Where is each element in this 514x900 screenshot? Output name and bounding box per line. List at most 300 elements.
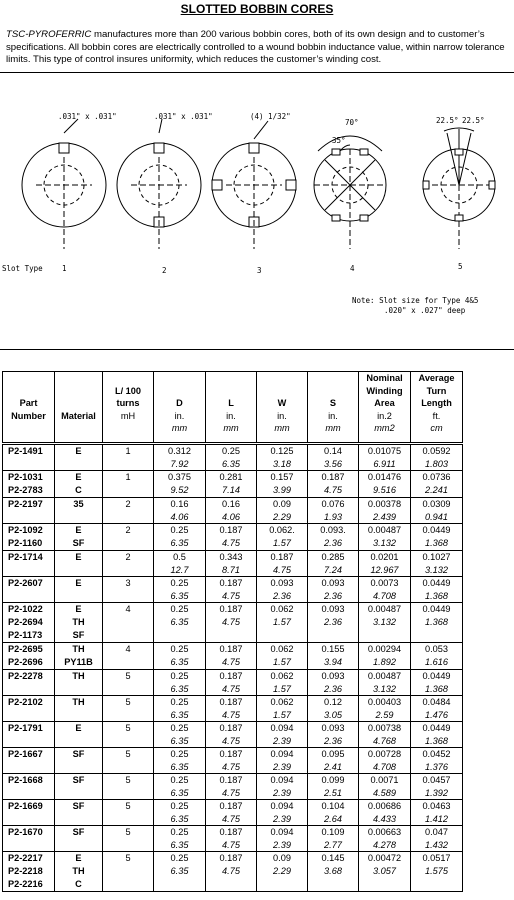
l-inch-value: 0.187	[219, 723, 243, 733]
turn-metric-value: 1.432	[425, 840, 448, 850]
s-inch-value: 0.093	[321, 723, 345, 733]
s-metric-value: 3.05	[324, 710, 342, 720]
area-inch-value: 0.0071	[370, 775, 399, 785]
turn-metric-value: 1.616	[425, 657, 448, 667]
area-metric-value: 2.439	[373, 512, 396, 522]
area-metric-value: 4.708	[373, 591, 396, 601]
w-inch-value: 0.062	[270, 697, 294, 707]
d-metric-value: 6.35	[170, 657, 189, 667]
core-type-4	[314, 136, 386, 249]
l-inch-value: 0.343	[219, 552, 243, 562]
part-number: P2-1668	[8, 775, 43, 785]
w-cell	[257, 696, 308, 722]
s-cell	[308, 722, 359, 748]
core-type-1	[22, 119, 106, 249]
l-metric-value: 4.75	[222, 736, 240, 746]
d-cell	[154, 670, 206, 696]
material-cell	[55, 551, 103, 577]
l-inch-value: 0.187	[219, 671, 243, 681]
material: C	[75, 485, 82, 495]
material: E	[75, 578, 82, 588]
material-cell	[55, 670, 103, 696]
l100-cell: 3	[103, 577, 154, 603]
part-number: P2-1669	[8, 801, 43, 811]
part-number-cell	[3, 774, 55, 800]
material: TH	[72, 697, 85, 707]
material-cell	[55, 471, 103, 498]
l-cell	[206, 471, 257, 498]
turn-inch-value: 0.0449	[422, 578, 451, 588]
area-cell	[359, 471, 411, 498]
material-cell	[55, 524, 103, 551]
turn-inch-value: 0.0736	[422, 472, 451, 482]
s-cell	[308, 471, 359, 498]
part-number-cell	[3, 852, 55, 892]
material: C	[75, 879, 82, 889]
turn-inch-value: 0.0457	[422, 775, 451, 785]
d-cell	[154, 696, 206, 722]
area-inch-value: 0.00403	[367, 697, 402, 707]
part-number: P2-1092	[8, 525, 43, 535]
header-d: D in. mm	[154, 372, 206, 435]
w-inch-value: 0.062.	[269, 525, 295, 535]
s-metric-value: 7.24	[324, 565, 342, 575]
turn-inch-value: 0.0517	[422, 853, 451, 863]
material-cell	[55, 696, 103, 722]
turn-metric-value: 1.368	[425, 538, 448, 548]
part-number-cell	[3, 498, 55, 524]
d-inch-value: 0.25	[170, 853, 189, 863]
table-row	[3, 722, 463, 748]
d-inch-value: 0.375	[168, 472, 191, 482]
w-inch-value: 0.094	[270, 827, 294, 837]
dim-core4-angle: 70°	[345, 118, 359, 127]
part-number-cell	[3, 800, 55, 826]
part-number-cell	[3, 603, 55, 643]
w-cell	[257, 852, 308, 892]
note-line-2: .020" x .027" deep	[384, 306, 466, 315]
part-number: P2-1491	[8, 446, 43, 456]
table-row	[3, 852, 463, 892]
l-cell	[206, 444, 257, 471]
material: SF	[72, 538, 85, 548]
w-metric-value: 2.29	[273, 512, 291, 522]
l-cell	[206, 826, 257, 852]
s-inch-value: 0.093	[321, 604, 345, 614]
s-inch-value: 0.187	[321, 472, 345, 482]
table-body	[3, 444, 463, 892]
w-cell	[257, 471, 308, 498]
turn-metric-value: 1.368	[425, 617, 448, 627]
turn-inch-value: 0.0463	[422, 801, 451, 811]
turn-inch-value: 0.047	[425, 827, 448, 837]
table-row	[3, 524, 463, 551]
w-metric-value: 1.57	[273, 684, 291, 694]
turn-cell	[411, 696, 463, 722]
turn-cell	[411, 800, 463, 826]
s-cell	[308, 524, 359, 551]
s-metric-value: 3.94	[324, 657, 342, 667]
part-number-cell	[3, 444, 55, 471]
table-row	[3, 800, 463, 826]
d-inch-value: 0.16	[170, 499, 189, 509]
part-number: P2-2607	[8, 578, 43, 588]
l-metric-value: 4.75	[222, 814, 240, 824]
l-cell	[206, 498, 257, 524]
l-inch-value: 0.187	[219, 827, 243, 837]
d-inch-value: 0.25	[170, 644, 189, 654]
table-row	[3, 696, 463, 722]
part-number: P2-1667	[8, 749, 43, 759]
d-metric-value: 12.7	[170, 565, 189, 575]
w-inch-value: 0.094	[270, 775, 294, 785]
l-metric-value: 8.71	[222, 565, 240, 575]
d-cell	[154, 800, 206, 826]
s-cell	[308, 774, 359, 800]
l-metric-value: 7.14	[222, 485, 240, 495]
l100-cell: 4	[103, 643, 154, 670]
l-inch-value: 0.187	[219, 578, 243, 588]
d-cell	[154, 643, 206, 670]
w-cell	[257, 577, 308, 603]
l100-cell: 2	[103, 551, 154, 577]
l-metric-value: 4.75	[222, 762, 240, 772]
part-number-cell	[3, 471, 55, 498]
turn-inch-value: 0.0484	[422, 697, 451, 707]
table-row	[3, 774, 463, 800]
part-number: P2-2216	[8, 879, 43, 889]
area-metric-value: 3.057	[373, 866, 396, 876]
w-cell	[257, 603, 308, 643]
s-inch-value: 0.099	[321, 775, 345, 785]
slot-types-drawing	[0, 72, 514, 350]
s-cell	[308, 670, 359, 696]
s-cell	[308, 800, 359, 826]
area-cell	[359, 748, 411, 774]
area-cell	[359, 826, 411, 852]
table-row	[3, 603, 463, 643]
s-cell	[308, 498, 359, 524]
material: TH	[72, 671, 85, 681]
turn-metric-value: 1.803	[425, 459, 448, 469]
part-number: P2-2217	[8, 853, 43, 863]
w-metric-value: 3.99	[273, 485, 291, 495]
slot-drawing-svg	[0, 73, 514, 351]
turn-metric-value: 1.368	[425, 736, 448, 746]
area-inch-value: 0.01476	[367, 472, 402, 482]
l-inch-value: 0.187	[219, 749, 243, 759]
material: E	[75, 552, 82, 562]
l100-cell: 2	[103, 498, 154, 524]
s-cell	[308, 748, 359, 774]
l-inch-value: 0.16	[222, 499, 240, 509]
slot-number-5: 5	[458, 262, 463, 271]
area-inch-value: 0.00686	[367, 801, 402, 811]
d-inch-value: 0.25	[170, 723, 189, 733]
area-metric-value: 9.516	[373, 485, 396, 495]
area-metric-value: 12.967	[370, 565, 399, 575]
s-cell	[308, 603, 359, 643]
slot-type-label: Slot Type	[2, 264, 43, 273]
d-metric-value: 4.06	[170, 512, 189, 522]
table-row	[3, 670, 463, 696]
l100-cell: 5	[103, 696, 154, 722]
area-cell	[359, 670, 411, 696]
s-cell	[308, 643, 359, 670]
area-cell	[359, 852, 411, 892]
slot-number-1: 1	[62, 264, 67, 273]
page-title: SLOTTED BOBBIN CORES	[180, 2, 334, 16]
d-inch-value: 0.25	[170, 525, 189, 535]
w-metric-value: 3.18	[273, 459, 291, 469]
part-number: P2-1022	[8, 604, 43, 614]
w-cell	[257, 551, 308, 577]
core-type-3	[212, 121, 296, 249]
dim-core2: .031" x .031"	[154, 112, 213, 121]
part-number: P2-2695	[8, 644, 43, 654]
l-cell	[206, 524, 257, 551]
part-number-cell	[3, 696, 55, 722]
slot-number-3: 3	[257, 266, 262, 275]
l100-cell: 1	[103, 444, 154, 471]
w-inch-value: 0.093	[270, 578, 294, 588]
turn-cell	[411, 748, 463, 774]
w-metric-value: 1.57	[273, 617, 291, 627]
material-cell	[55, 603, 103, 643]
turn-metric-value: 1.392	[425, 788, 448, 798]
w-inch-value: 0.062	[270, 604, 294, 614]
l-inch-value: 0.187	[219, 525, 243, 535]
material: SF	[72, 827, 85, 837]
part-number: P2-2783	[8, 485, 43, 495]
d-metric-value: 6.35	[170, 762, 189, 772]
w-metric-value: 4.75	[273, 565, 291, 575]
area-cell	[359, 498, 411, 524]
turn-cell	[411, 551, 463, 577]
s-inch-value: 0.155	[321, 644, 345, 654]
material: 35	[73, 499, 84, 509]
turn-inch-value: 0.0452	[422, 749, 451, 759]
part-number: P2-1031	[8, 472, 43, 482]
turn-inch-value: 0.0449	[422, 525, 451, 535]
l-metric-value: 4.75	[222, 788, 240, 798]
s-cell	[308, 444, 359, 471]
w-metric-value: 1.57	[273, 657, 291, 667]
l100-cell: 5	[103, 852, 154, 892]
dim-core5-angle-a: 22.5°	[436, 116, 459, 125]
table-header	[3, 372, 463, 444]
turn-cell	[411, 471, 463, 498]
turn-metric-value: 1.368	[425, 591, 448, 601]
s-cell	[308, 696, 359, 722]
l100-cell: 5	[103, 748, 154, 774]
s-metric-value: 2.36	[324, 617, 342, 627]
l-cell	[206, 748, 257, 774]
turn-cell	[411, 774, 463, 800]
turn-inch-value: 0.0449	[422, 671, 451, 681]
area-cell	[359, 603, 411, 643]
material: E	[75, 853, 82, 863]
area-cell	[359, 524, 411, 551]
l-cell	[206, 551, 257, 577]
l-cell	[206, 577, 257, 603]
area-cell	[359, 577, 411, 603]
slot-number-4: 4	[350, 264, 355, 273]
area-metric-value: 3.132	[373, 538, 396, 548]
l-cell	[206, 603, 257, 643]
w-metric-value: 2.39	[273, 788, 291, 798]
area-cell	[359, 722, 411, 748]
area-cell	[359, 643, 411, 670]
area-metric-value: 6.911	[373, 459, 396, 469]
d-inch-value: 0.25	[170, 578, 189, 588]
note-line-1: Note: Slot size for Type 4&5	[352, 296, 479, 305]
s-cell	[308, 826, 359, 852]
s-inch-value: 0.095	[321, 749, 345, 759]
l-metric-value: 4.75	[222, 617, 240, 627]
area-metric-value: 3.132	[373, 617, 396, 627]
l-metric-value: 4.75	[222, 657, 240, 667]
l100-cell: 5	[103, 800, 154, 826]
l-metric-value: 6.35	[222, 459, 240, 469]
header-turn-length: Average Turn Length ft. cm	[411, 372, 463, 435]
material: TH	[72, 644, 85, 654]
turn-metric-value: 0.941	[425, 512, 448, 522]
turn-cell	[411, 670, 463, 696]
l100-cell: 4	[103, 603, 154, 643]
d-metric-value: 6.35	[170, 591, 189, 601]
material: SF	[72, 749, 85, 759]
material-cell	[55, 852, 103, 892]
area-metric-value: 2.59	[375, 710, 394, 720]
part-number-cell	[3, 524, 55, 551]
dim-core1: .031" x .031"	[58, 112, 117, 121]
turn-metric-value: 1.575	[425, 866, 448, 876]
area-inch-value: 0.00294	[367, 644, 402, 654]
table-row	[3, 551, 463, 577]
header-l100: L/ 100 turns mH	[103, 372, 154, 435]
d-inch-value: 0.25	[170, 749, 189, 759]
part-number-cell	[3, 748, 55, 774]
material: E	[75, 525, 82, 535]
w-cell	[257, 800, 308, 826]
l-metric-value: 4.75	[222, 684, 240, 694]
s-metric-value: 2.36	[324, 538, 342, 548]
area-metric-value: 4.708	[373, 762, 396, 772]
part-number: P2-2197	[8, 499, 43, 509]
l100-cell: 5	[103, 722, 154, 748]
w-metric-value: 2.39	[273, 762, 291, 772]
w-metric-value: 1.57	[273, 710, 291, 720]
l-inch-value: 0.187	[219, 775, 243, 785]
l-cell	[206, 774, 257, 800]
w-inch-value: 0.09	[273, 853, 291, 863]
table-row	[3, 748, 463, 774]
part-number-cell	[3, 670, 55, 696]
table-row	[3, 826, 463, 852]
area-inch-value: 0.00738	[367, 723, 402, 733]
w-cell	[257, 670, 308, 696]
bobbin-core-table	[2, 371, 463, 892]
part-number: P2-1173	[8, 630, 43, 640]
l-metric-value: 4.75	[222, 538, 240, 548]
s-inch-value: 0.12	[324, 697, 342, 707]
s-inch-value: 0.093	[321, 578, 345, 588]
material-cell	[55, 498, 103, 524]
part-number: P2-2696	[8, 657, 43, 667]
d-inch-value: 0.25	[170, 827, 189, 837]
l-metric-value: 4.75	[222, 866, 240, 876]
header-s: S in. mm	[308, 372, 359, 435]
table-row	[3, 577, 463, 603]
part-number-cell	[3, 577, 55, 603]
material-cell	[55, 748, 103, 774]
d-cell	[154, 471, 206, 498]
s-inch-value: 0.076	[321, 499, 345, 509]
l-metric-value: 4.75	[222, 710, 240, 720]
d-metric-value: 6.35	[170, 710, 189, 720]
area-cell	[359, 800, 411, 826]
dim-core4-angle-small: 35°	[332, 136, 346, 145]
material: PY11B	[64, 657, 93, 667]
material-cell	[55, 826, 103, 852]
area-inch-value: 0.0201	[370, 552, 399, 562]
w-metric-value: 2.39	[273, 814, 291, 824]
w-metric-value: 2.36	[273, 591, 291, 601]
d-cell	[154, 774, 206, 800]
l-inch-value: 0.187	[219, 697, 243, 707]
part-number: P2-2102	[8, 697, 43, 707]
w-cell	[257, 444, 308, 471]
turn-inch-value: 0.1027	[422, 552, 451, 562]
area-inch-value: 0.00663	[367, 827, 402, 837]
w-inch-value: 0.062	[270, 671, 294, 681]
s-inch-value: 0.104	[321, 801, 345, 811]
d-cell	[154, 498, 206, 524]
area-metric-value: 1.892	[373, 657, 396, 667]
w-metric-value: 2.29	[273, 866, 291, 876]
area-inch-value: 0.0073	[370, 578, 399, 588]
area-cell	[359, 774, 411, 800]
l-metric-value: 4.75	[222, 840, 240, 850]
d-metric-value: 6.35	[170, 866, 189, 876]
d-metric-value: 7.92	[170, 459, 189, 469]
part-number-cell	[3, 643, 55, 670]
material: TH	[72, 866, 85, 876]
material-cell	[55, 643, 103, 670]
d-metric-value: 6.35	[170, 840, 189, 850]
l-metric-value: 4.75	[222, 591, 240, 601]
w-metric-value: 2.39	[273, 736, 291, 746]
header-area: Nominal Winding Area in.2 mm2	[359, 372, 411, 435]
area-cell	[359, 696, 411, 722]
l-inch-value: 0.187	[219, 604, 243, 614]
turn-cell	[411, 603, 463, 643]
s-metric-value: 2.77	[324, 840, 342, 850]
l100-cell: 1	[103, 471, 154, 498]
l-cell	[206, 696, 257, 722]
turn-metric-value: 1.476	[425, 710, 448, 720]
turn-cell	[411, 577, 463, 603]
material-cell	[55, 774, 103, 800]
header-material: Material	[55, 372, 103, 435]
s-inch-value: 0.285	[321, 552, 345, 562]
slot-number-2: 2	[162, 266, 167, 275]
part-number: P2-2218	[8, 866, 43, 876]
bobbin-core-table-wrap	[2, 371, 462, 892]
part-number: P2-2278	[8, 671, 43, 681]
intro-paragraph	[6, 29, 508, 67]
